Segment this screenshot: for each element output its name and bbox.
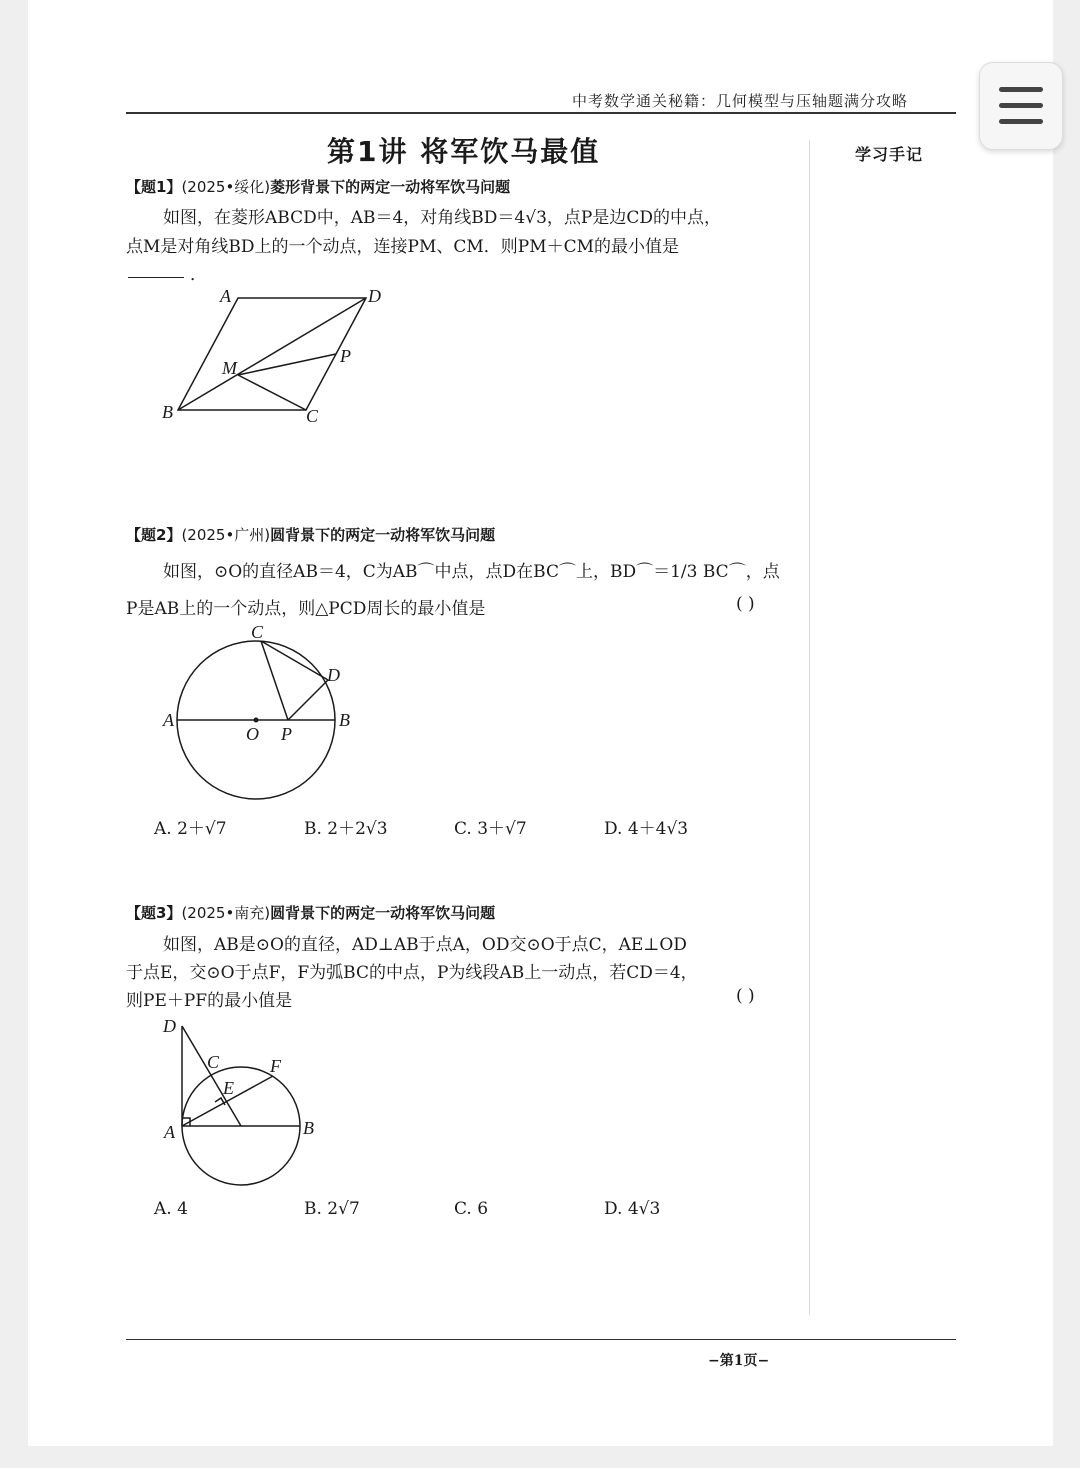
footer-rule bbox=[126, 1339, 956, 1340]
page-title: 第1讲 将军饮马最值 bbox=[327, 135, 601, 168]
label-e: E bbox=[223, 1078, 234, 1098]
question-1-figure bbox=[150, 282, 400, 432]
hamburger-icon bbox=[999, 87, 1043, 92]
question-1-text-line: 点M是对角线BD上的一个动点，连接PM、CM．则PM＋CM的最小值是 bbox=[126, 237, 680, 257]
label-a: A bbox=[164, 1122, 175, 1142]
header-rule bbox=[126, 112, 956, 114]
question-2-figure bbox=[155, 618, 365, 808]
segment-cd bbox=[261, 641, 328, 680]
option-b[interactable]: B. 2√7 bbox=[304, 1199, 360, 1219]
answer-parentheses: ( ) bbox=[736, 986, 755, 1006]
question-2-topic: 圆背景下的两定一动将军饮马问题 bbox=[270, 526, 496, 544]
option-c[interactable]: C. 6 bbox=[454, 1199, 489, 1219]
question-3-label: 【题3】 bbox=[126, 904, 182, 922]
label-o: O bbox=[246, 724, 259, 744]
question-3-text-line: 则PE＋PF的最小值是 bbox=[126, 991, 293, 1011]
question-2-text-line: 如图，⊙O的直径AB＝4，C为AB⌒中点，点D在BC⌒上，BD⌒＝1/3 BC⌒，点 bbox=[163, 562, 780, 582]
question-2-heading bbox=[126, 524, 495, 545]
label-f: F bbox=[270, 1056, 281, 1076]
label-a: A bbox=[220, 286, 231, 306]
question-1-text-line: ． bbox=[190, 265, 207, 285]
label-b: B bbox=[303, 1118, 314, 1138]
page-number: −第1页− bbox=[708, 1353, 770, 1369]
segment-cp bbox=[261, 641, 288, 720]
label-m: M bbox=[222, 358, 237, 378]
question-3-topic: 圆背景下的两定一动将军饮马问题 bbox=[270, 904, 496, 922]
question-3-text-line: 于点E，交⊙O于点F，F为弧BC的中点，P为线段AB上一动点，若CD＝4， bbox=[126, 963, 698, 983]
segment-mc bbox=[238, 375, 306, 410]
label-d: D bbox=[368, 286, 381, 306]
label-p: P bbox=[340, 346, 351, 366]
center-point bbox=[254, 718, 259, 723]
option-a[interactable]: A. 4 bbox=[154, 1199, 188, 1219]
question-1-topic: 菱形背景下的两定一动将军饮马问题 bbox=[270, 178, 511, 196]
segment-od bbox=[182, 1026, 241, 1126]
question-1-heading bbox=[126, 176, 510, 197]
question-2-text-line: P是AB上的一个动点，则△PCD周长的最小值是 bbox=[126, 599, 486, 619]
label-d: D bbox=[163, 1016, 176, 1036]
segment-mp bbox=[238, 354, 336, 375]
label-c: C bbox=[306, 406, 319, 426]
option-a[interactable]: A. 2＋√7 bbox=[154, 819, 227, 839]
question-3-text-line: 如图，AB是⊙O的直径，AD⊥AB于点A，OD交⊙O于点C，AE⊥OD bbox=[163, 935, 687, 955]
question-1-label: 【题1】 bbox=[126, 178, 182, 196]
question-1-source: (2025•绥化) bbox=[181, 178, 271, 196]
question-3-source: (2025•南充) bbox=[181, 904, 271, 922]
column-divider bbox=[809, 140, 810, 1315]
label-a: A bbox=[163, 710, 174, 730]
segment-dp bbox=[288, 680, 328, 720]
label-p: P bbox=[281, 724, 292, 744]
menu-button[interactable] bbox=[979, 62, 1063, 150]
answer-parentheses: ( ) bbox=[736, 594, 755, 614]
label-b: B bbox=[339, 710, 350, 730]
option-d[interactable]: D. 4√3 bbox=[604, 1199, 661, 1219]
option-b[interactable]: B. 2＋2√3 bbox=[304, 819, 388, 839]
side-note-heading: 学习手记 bbox=[855, 145, 924, 164]
question-2-label: 【题2】 bbox=[126, 526, 182, 544]
label-d: D bbox=[327, 665, 340, 685]
question-3-heading bbox=[126, 902, 495, 923]
hamburger-icon bbox=[999, 103, 1043, 108]
question-2-source: (2025•广州) bbox=[181, 526, 271, 544]
answer-blank bbox=[128, 277, 184, 278]
running-header: 中考数学通关秘籍：几何模型与压轴题满分攻略 bbox=[572, 92, 909, 110]
option-d[interactable]: D. 4＋4√3 bbox=[604, 819, 689, 839]
question-3-figure bbox=[155, 1010, 330, 1190]
option-c[interactable]: C. 3＋√7 bbox=[454, 819, 527, 839]
label-c: C bbox=[207, 1052, 220, 1072]
question-1-text-line: 如图，在菱形ABCD中，AB＝4，对角线BD＝4√3，点P是边CD的中点， bbox=[163, 208, 721, 228]
label-c: C bbox=[251, 622, 264, 642]
label-b: B bbox=[162, 402, 173, 422]
hamburger-icon bbox=[999, 119, 1043, 124]
